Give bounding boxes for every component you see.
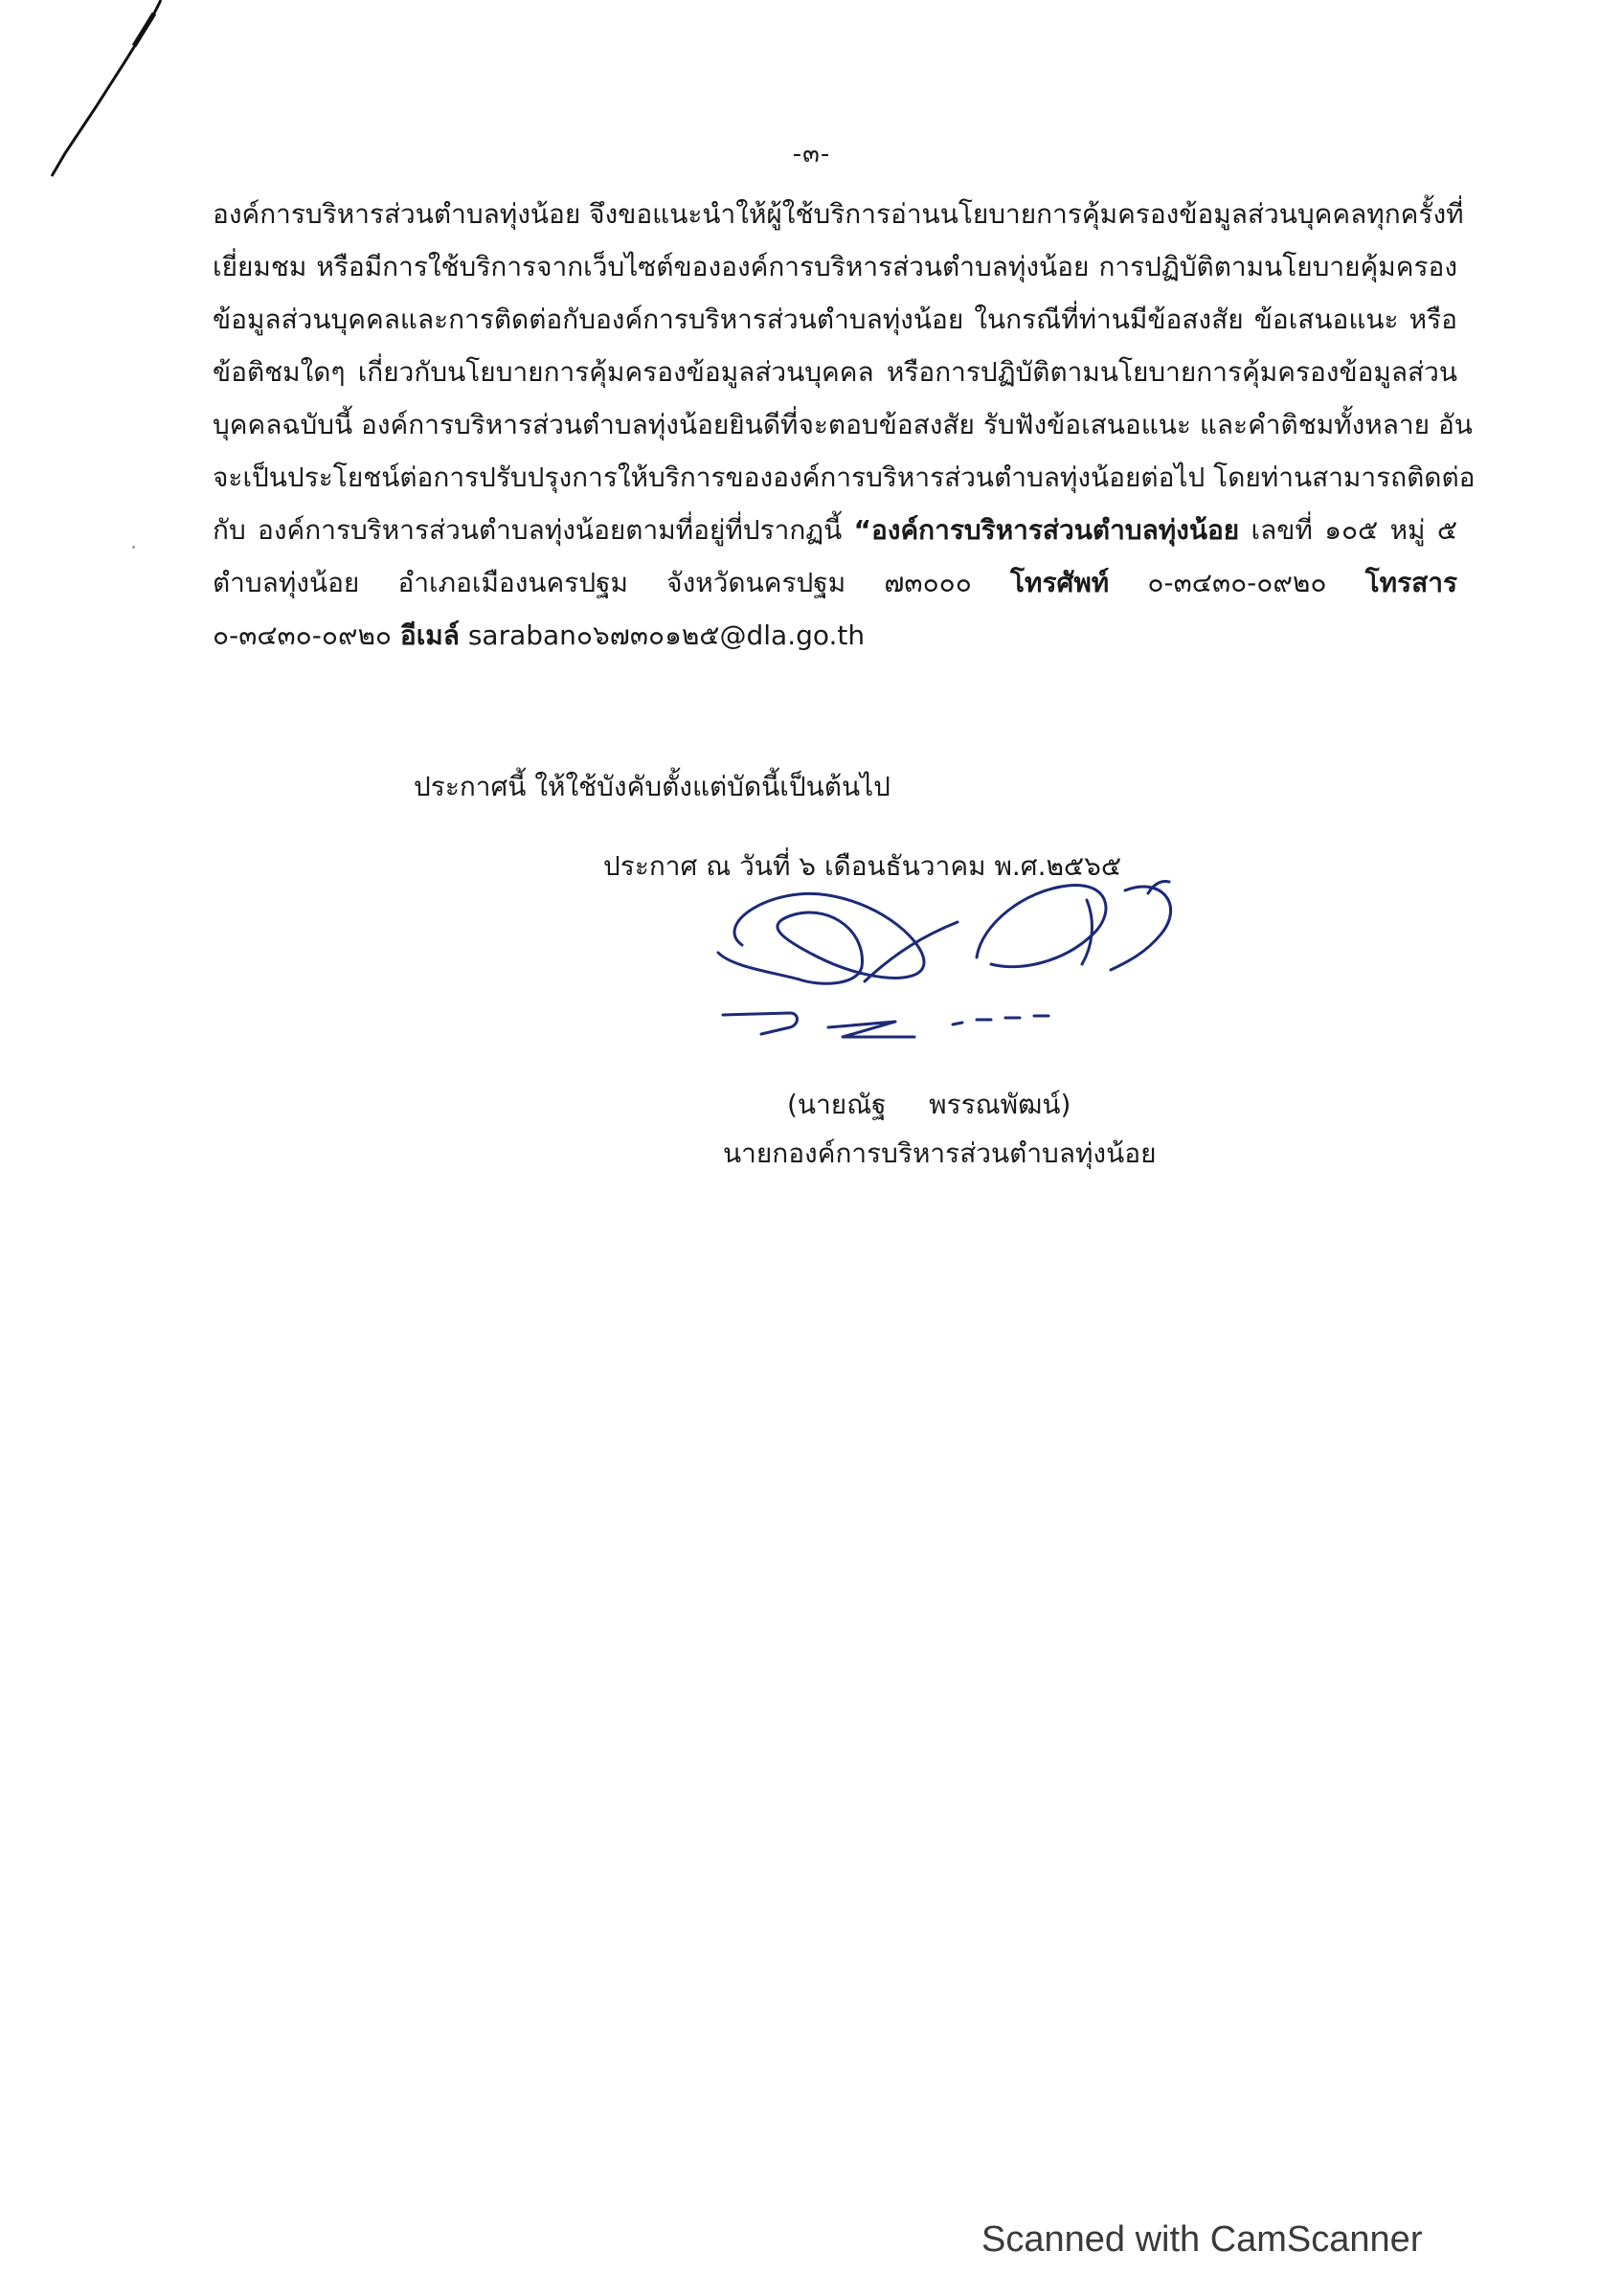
phone-label: โทรศัพท์ (1010, 567, 1110, 598)
effective-statement: ประกาศนี้ ให้ใช้บังคับตั้งแต่บัดนี้เป็นต้นไป (414, 771, 890, 802)
paragraph-line-7 (213, 504, 1457, 556)
signer-title: นายกองค์การบริหารส่วนตำบลทุ่งน้อย (723, 1137, 1157, 1169)
signer-name: (นายณัฐ พรรณพัฒน์) (787, 1089, 1071, 1120)
paragraph-line-5: บุคคลฉบับนี้ องค์การบริหารส่วนตำบลทุ่งน้อยยินดีที่จะตอบข้อสงสัย รับฟังข้อเสนอแนะ และคำติชมทั้งหลาย อัน (213, 409, 1473, 440)
page-number: -๓- (792, 140, 831, 169)
organization-name-bold: “องค์การบริหารส่วนตำบลทุ่งน้อย (853, 514, 1240, 546)
scanner-watermark: Scanned with CamScanner (981, 2219, 1423, 2260)
line-7-text: กับ องค์การบริหารส่วนตำบลทุ่งน้อยตามที่อยู่ที่ปรากฏนี้ (213, 514, 854, 546)
fax-number: ๐-๓๔๓๐-๐๙๒๐ (213, 619, 400, 651)
scan-speck (132, 546, 135, 549)
phone-number: ๐-๓๔๓๐-๐๙๒๐ (1109, 567, 1365, 598)
paragraph-line-6: จะเป็นประโยชน์ต่อการปรับปรุงการให้บริการขององค์การบริหารส่วนตำบลทุ่งน้อยต่อไป โดยท่านสามารถติดต่อ (213, 461, 1476, 493)
email-label: อีเมล์ (399, 619, 460, 651)
paragraph-line-8 (213, 556, 1457, 609)
paragraph-line-3: ข้อมูลส่วนบุคคลและการติดต่อกับองค์การบริหารส่วนตำบลทุ่งน้อย ในกรณีที่ท่านมีข้อสงสัย ข้อเสนอแนะ หรือ (213, 304, 1457, 335)
paragraph (213, 188, 1476, 662)
paragraph-line-9 (213, 609, 1457, 662)
handwritten-signature (704, 867, 1202, 1058)
announcement-date: ประกาศ ณ วันที่ ๖ เดือนธันวาคม พ.ศ.๒๕๖๕ (603, 850, 1122, 882)
address-number: เลขที่ ๑๐๕ หมู่ ๕ (1239, 514, 1458, 546)
paragraph-line-4: ข้อติชมใดๆ เกี่ยวกับนโยบายการคุ้มครองข้อมูลส่วนบุคคล หรือการปฏิบัติตามนโยบายการคุ้มครองข้อมูลส่วน (213, 356, 1457, 388)
paragraph-line-2: เยี่ยมชม หรือมีการใช้บริการจากเว็บไซต์ขององค์การบริหารส่วนตำบลทุ่งน้อย การปฏิบัติตามนโยบายคุ้มครอง (213, 251, 1457, 282)
fax-label: โทรสาร (1364, 567, 1457, 598)
email-address: saraban๐๖๗๓๐๑๒๕@dla.go.th (459, 619, 866, 651)
paragraph-line-1: องค์การบริหารส่วนตำบลทุ่งน้อย จึงขอแนะนำให้ผู้ใช้บริการอ่านนโยบายการคุ้มครองข้อมูลส่วนบุคคลทุกครั้งที่ (213, 198, 1464, 230)
address-text: ตำบลทุ่งน้อย อำเภอเมืองนครปฐม จังหวัดนครปฐม ๗๓๐๐๐ (213, 567, 1011, 598)
